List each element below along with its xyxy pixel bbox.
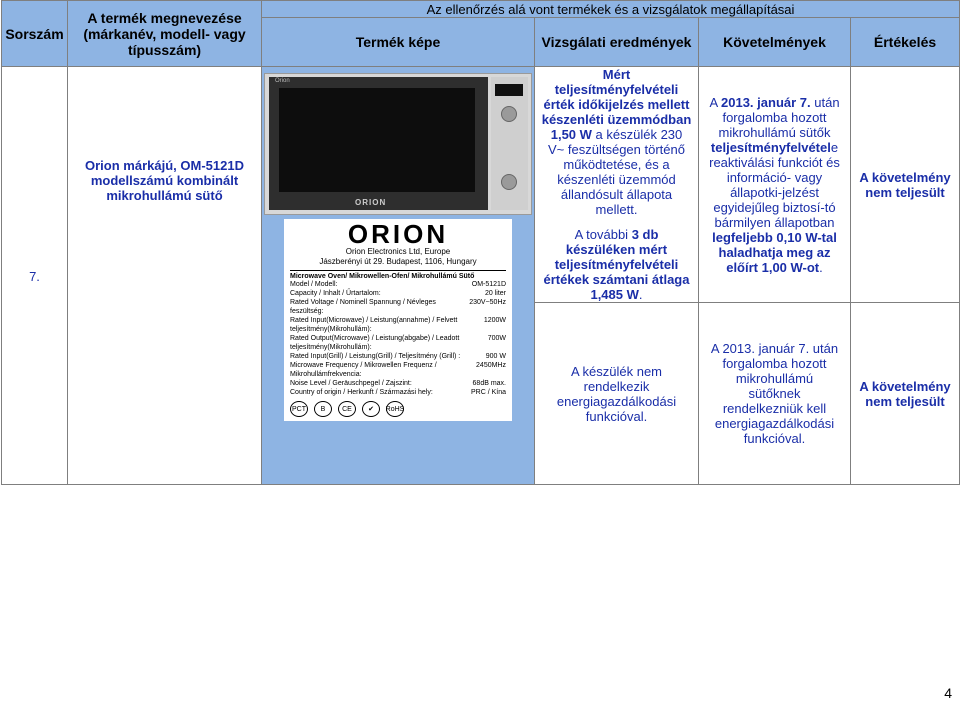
label-address: Jászberényi út 29. Budapest, 1106, Hungary	[319, 257, 477, 266]
result-paragraph-2: A további 3 db készüléken mért teljesítményfelvételi értékek számtani átlaga 1,485 W.	[543, 227, 690, 302]
header-product-name: A termék megnevezése (márkanév, modell- vagy típusszám)	[68, 1, 262, 67]
microwave-oven-image	[264, 73, 532, 215]
page-number: 4	[944, 685, 952, 701]
label-row: Noise Level / Geräuschpegel / Zajszint: 68dB max.	[290, 380, 506, 387]
label-row: Rated Output(Microwave) / Leistung(abgabe) / Leadott teljesítmény(Mikrohullám): 700W	[290, 335, 506, 351]
product-name: Orion márkájú, OM-5121D modellszámú kombinált mikrohullámú sütő	[68, 67, 262, 485]
header-requirements: Követelmények	[699, 18, 851, 67]
label-row: Rated Voltage / Nominell Spannung / Névleges feszültség: 230V~50Hz	[290, 299, 506, 315]
result-energy-management: A készülék nem rendelkezik energiagazdálkodási funkcióval.	[535, 303, 699, 485]
oven-window	[279, 88, 475, 192]
label-row: Capacity / Inhalt / Űrtartalom: 20 liter	[290, 290, 506, 297]
oven-brand: ORION	[355, 198, 387, 207]
evaluation-energy-management: A követelmény nem teljesült	[851, 303, 960, 485]
assessment-table	[1, 0, 960, 485]
b-mark-icon: B	[314, 401, 332, 417]
header-results: Vizsgálati eredmények	[535, 18, 699, 67]
label-row: Rated Input(Microwave) / Leistung(annahme) / Felvett teljesítmény(Mikrohullám): 1200W	[290, 317, 506, 333]
check-icon: ✔	[362, 401, 380, 417]
oven-door-logo: Orion	[275, 78, 290, 84]
ce-mark-icon: CE	[338, 401, 356, 417]
evaluation-standby-power: A követelmény nem teljesült	[851, 67, 960, 303]
product-image-cell	[262, 67, 535, 485]
rohs-icon: RoHS	[386, 401, 404, 417]
knob-icon	[501, 106, 517, 122]
knob-icon	[501, 174, 517, 190]
oven-display	[495, 84, 523, 96]
label-row: Model / Modell: OM-5121D	[290, 281, 506, 288]
label-row: Microwave Frequency / Mikrowellen Frequenz / Mikrohullámfrekvencia: 2450MHz	[290, 362, 506, 378]
result-standby-power	[535, 67, 699, 303]
rating-label-image	[284, 219, 512, 421]
pct-mark-icon: PCT	[290, 401, 308, 417]
label-row: Country of origin / Herkunft / Származási hely: PRC / Kína	[290, 389, 506, 396]
label-logo: ORION	[347, 219, 449, 249]
header-group-title: Az ellenőrzés alá vont termékek és a vizsgálatok megállapításai	[262, 1, 960, 18]
row-number: 7.	[2, 67, 68, 485]
label-row: Rated Input(Grill) / Leistung(Grill) / Teljesítmény (Grill) : 900 W	[290, 353, 506, 360]
requirement-standby-power: A 2013. január 7. után forgalomba hozott mikrohullámú sütők teljesítményfelvétele reaktiválási funkciót és információ- vagy állapotki-jelzést egyidejűleg biztosí-tó bármilyen állapotban legfeljebb 0,10 W-tal haladhatja meg az előírt 1,00 W-ot.	[699, 67, 851, 303]
header-sorszam: Sorszám	[2, 1, 68, 67]
header-evaluation: Értékelés	[851, 18, 960, 67]
result-paragraph-1: Mért teljesítményfelvételi érték időkijelzés mellett készenléti üzemmódban 1,50 W a készülék 230 V~ feszültségen történő működtetése, és a készenléti üzemmód állandósult állapota mellett.	[541, 67, 692, 217]
certification-icons	[290, 401, 506, 417]
requirement-energy-management: A 2013. január 7. után forgalomba hozott mikrohullámú sütőknek rendelkezniük kell energiagazdálkodási funkcióval.	[699, 303, 851, 485]
label-company: Orion Electronics Ltd, Europe	[345, 247, 451, 256]
oven-control-panel	[491, 77, 528, 210]
label-title: Microwave Oven/ Mikrowellen-Ofen/ Mikrohullámú Sütő	[290, 270, 506, 280]
header-image: Termék képe	[262, 18, 535, 67]
